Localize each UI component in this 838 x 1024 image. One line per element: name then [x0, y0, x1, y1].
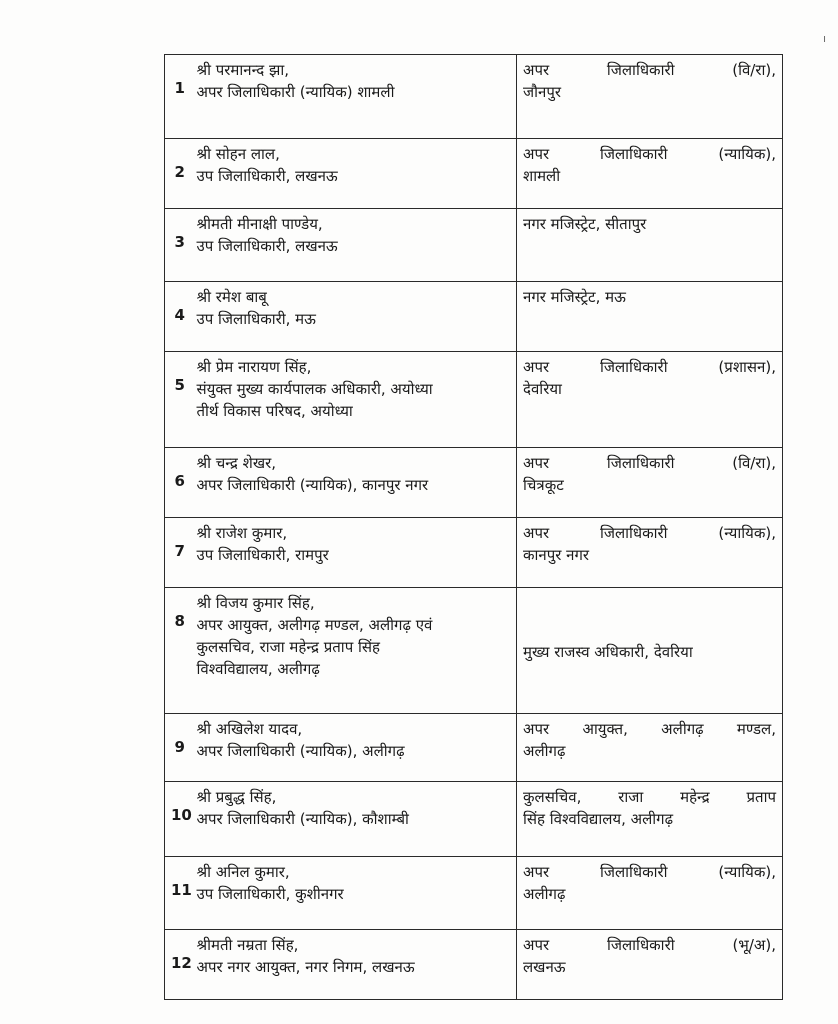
new-posting-line: चित्रकूट [523, 476, 564, 494]
officer-name-line: अपर नगर आयुक्त, नगर निगम, लखनऊ [196, 958, 415, 976]
serial-number: 9 [165, 714, 195, 782]
new-posting-line: अपर जिलाधिकारी (न्यायिक), [523, 863, 776, 881]
table-row [165, 782, 783, 857]
new-posting-line: अपर जिलाधिकारी (न्यायिक), [523, 145, 776, 163]
new-posting-line: कुलसचिव, राजा महेन्द्र प्रताप [523, 788, 776, 806]
new-posting-cell [517, 139, 783, 209]
new-posting-line: जौनपुर [523, 83, 561, 101]
new-posting-line: अपर जिलाधिकारी (वि/रा), [523, 61, 776, 79]
new-posting-line: मुख्य राजस्व अधिकारी, देवरिया [523, 642, 693, 661]
serial-number: 2 [165, 139, 195, 209]
new-posting-cell [517, 282, 783, 352]
officer-name-line: अपर जिलाधिकारी (न्यायिक), कानपुर नगर [196, 476, 429, 494]
serial-number: 1 [165, 55, 195, 139]
new-posting-line: अपर जिलाधिकारी (वि/रा), [523, 454, 776, 472]
corner-mark: ı [822, 32, 826, 45]
table-row [165, 55, 783, 139]
table-row [165, 209, 783, 282]
serial-number: 5 [165, 352, 195, 448]
new-posting-cell [517, 714, 783, 782]
officer-name-line: उप जिलाधिकारी, मऊ [196, 310, 316, 328]
officer-name-line: उप जिलाधिकारी, लखनऊ [196, 167, 338, 185]
officer-name-cell [195, 448, 517, 518]
table-row [165, 588, 783, 714]
new-posting-line: अलीगढ़ [523, 742, 566, 760]
officer-name-cell [195, 588, 517, 714]
officer-name-line: विश्वविद्यालय, अलीगढ़ [196, 660, 320, 678]
officer-name-line: श्री चन्द्र शेखर, [196, 454, 277, 472]
officer-name-line: उप जिलाधिकारी, रामपुर [196, 546, 329, 564]
serial-number: 11 [165, 857, 195, 930]
officer-name-line: संयुक्त मुख्य कार्यपालक अधिकारी, अयोध्या [196, 380, 433, 398]
serial-number: 6 [165, 448, 195, 518]
officer-name-line: उप जिलाधिकारी, लखनऊ [196, 237, 338, 255]
new-posting-cell [517, 55, 783, 139]
new-posting-cell [517, 518, 783, 588]
new-posting-line: शामली [523, 167, 561, 185]
serial-number: 4 [165, 282, 195, 352]
officer-name-line: अपर आयुक्त, अलीगढ़ मण्डल, अलीगढ़ एवं [196, 616, 433, 634]
officer-name-line: श्री विजय कुमार सिंह, [196, 594, 315, 612]
officer-name-line: श्री प्रेम नारायण सिंह, [196, 358, 312, 376]
new-posting-cell [517, 588, 783, 714]
officer-name-line: अपर जिलाधिकारी (न्यायिक), अलीगढ़ [196, 742, 405, 760]
officer-name-line: श्री रमेश बाबू [196, 288, 267, 306]
table-row [165, 282, 783, 352]
serial-number: 10 [165, 782, 195, 857]
table-row [165, 714, 783, 782]
new-posting-line: लखनऊ [523, 958, 566, 976]
officer-name-line: तीर्थ विकास परिषद, अयोध्या [196, 402, 353, 420]
new-posting-cell [517, 448, 783, 518]
officer-name-cell [195, 209, 517, 282]
new-posting-cell [517, 782, 783, 857]
officer-name-line: अपर जिलाधिकारी (न्यायिक) शामली [196, 83, 395, 101]
new-posting-line: अपर जिलाधिकारी (भू/अ), [523, 936, 776, 954]
officer-name-line: श्री राजेश कुमार, [196, 524, 288, 542]
officer-name-line: श्री परमानन्द झा, [196, 61, 289, 79]
officer-name-cell [195, 139, 517, 209]
officer-name-cell [195, 930, 517, 1000]
new-posting-line: नगर मजिस्ट्रेट, सीतापुर [523, 215, 647, 233]
new-posting-line: कानपुर नगर [523, 546, 590, 564]
transfer-table-body [165, 55, 783, 1000]
new-posting-cell [517, 930, 783, 1000]
serial-number: 12 [165, 930, 195, 1000]
officer-name-line: श्री प्रबुद्ध सिंह, [196, 788, 277, 806]
officer-name-cell [195, 714, 517, 782]
new-posting-line: अलीगढ़ [523, 885, 566, 903]
table-row [165, 352, 783, 448]
new-posting-line: अपर जिलाधिकारी (न्यायिक), [523, 524, 776, 542]
officer-name-line: श्री अखिलेश यादव, [196, 720, 303, 738]
officer-name-line: श्रीमती मीनाक्षी पाण्डेय, [196, 215, 323, 233]
officer-name-line: श्री सोहन लाल, [196, 145, 280, 163]
officer-name-cell [195, 518, 517, 588]
new-posting-line: अपर आयुक्त, अलीगढ़ मण्डल, [523, 720, 776, 738]
officer-name-cell [195, 857, 517, 930]
new-posting-line: देवरिया [523, 380, 562, 398]
table-row [165, 139, 783, 209]
serial-number: 8 [165, 588, 195, 714]
officer-name-cell [195, 55, 517, 139]
officer-name-line: अपर जिलाधिकारी (न्यायिक), कौशाम्बी [196, 810, 409, 828]
serial-number: 7 [165, 518, 195, 588]
new-posting-line: नगर मजिस्ट्रेट, मऊ [523, 288, 626, 306]
new-posting-line: अपर जिलाधिकारी (प्रशासन), [523, 358, 776, 376]
transfer-table [164, 54, 783, 1000]
new-posting-cell [517, 352, 783, 448]
officer-name-line: उप जिलाधिकारी, कुशीनगर [196, 885, 344, 903]
officer-name-line: कुलसचिव, राजा महेन्द्र प्रताप सिंह [196, 638, 380, 656]
table-row [165, 857, 783, 930]
table-row [165, 448, 783, 518]
table-row [165, 518, 783, 588]
serial-number: 3 [165, 209, 195, 282]
officer-name-line: श्रीमती नम्रता सिंह, [196, 936, 299, 954]
new-posting-cell [517, 209, 783, 282]
table-row [165, 930, 783, 1000]
new-posting-line: सिंह विश्वविद्यालय, अलीगढ़ [523, 810, 674, 828]
new-posting-cell [517, 857, 783, 930]
officer-name-line: श्री अनिल कुमार, [196, 863, 290, 881]
officer-name-cell [195, 282, 517, 352]
officer-name-cell [195, 782, 517, 857]
officer-name-cell [195, 352, 517, 448]
